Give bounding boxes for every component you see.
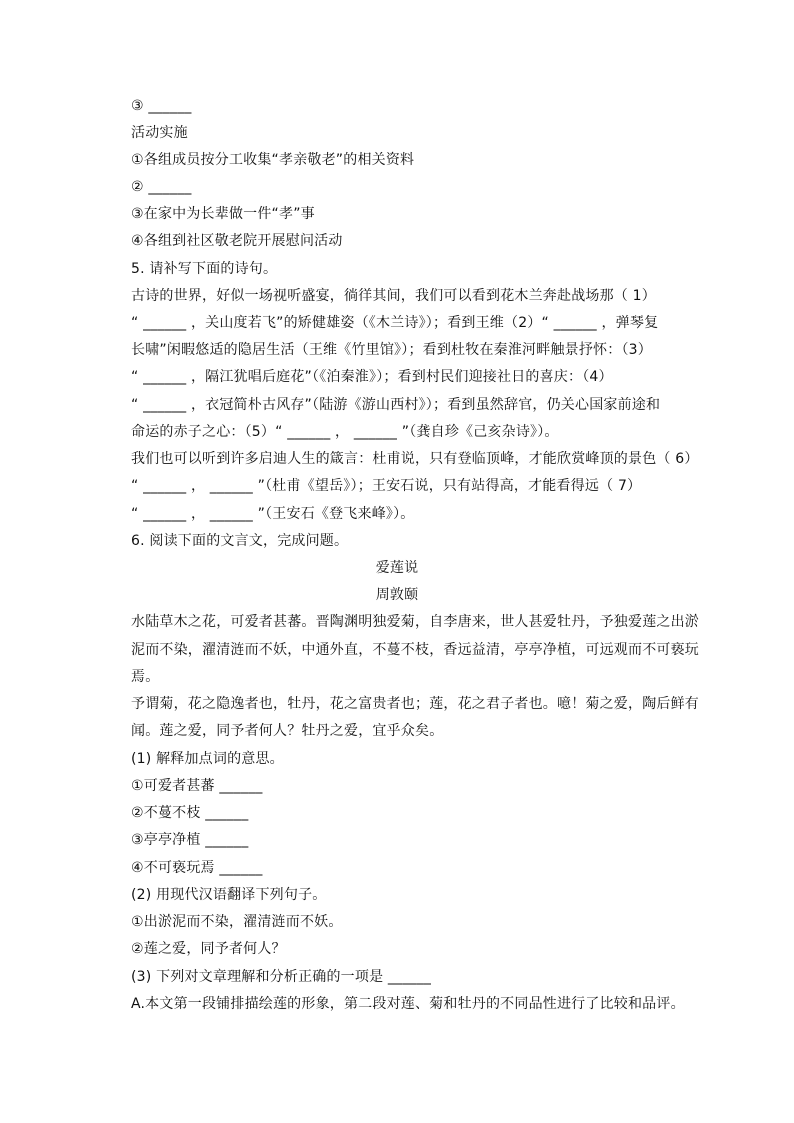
sub-question: (1) 解释加点词的意思。 bbox=[131, 751, 284, 767]
answer-line: ② ______ bbox=[131, 179, 192, 195]
passage-line: 泥而不染，濯清涟而不妖，中通外直，不蔓不枝，香远益清，亭亭净植，可远观而不可亵玩 bbox=[131, 642, 699, 658]
passage-line: 焉。 bbox=[131, 669, 160, 685]
answer-line: ②不蔓不枝 ______ bbox=[131, 805, 249, 821]
answer-line: ③ ______ bbox=[131, 98, 192, 114]
paragraph-line: 长啸”闲暇悠适的隐居生活（王维《竹里馆》）；看到杜牧在秦淮河畔触景抒怀：（3） bbox=[131, 342, 652, 358]
question-title: 5. 请补写下面的诗句。 bbox=[131, 261, 278, 277]
activity-item: ①各组成员按分工收集“孝亲敬老”的相关资料 bbox=[131, 152, 415, 168]
paragraph-line: “ ______ ，衣冠简朴古风存”（陆游《游山西村》）；看到虽然辞官，仍关心国家前途和 bbox=[131, 397, 661, 413]
passage-line: 闻。莲之爱，同予者何人？牡丹之爱，宜乎众矣。 bbox=[131, 723, 444, 739]
sub-question: (2) 用现代汉语翻译下列句子。 bbox=[131, 887, 327, 903]
passage-line: 水陆草木之花，可爱者甚蕃。晋陶渊明独爱菊，自李唐来，世人甚爱牡丹，予独爱莲之出淤 bbox=[131, 614, 699, 630]
answer-line: ③亭亭净植 ______ bbox=[131, 832, 249, 848]
poem-author: 周敦颐 bbox=[375, 587, 419, 603]
sub-question: (3) 下列对文章理解和分析正确的一项是 ______ bbox=[131, 969, 432, 985]
answer-line: ①可爱者甚蕃 ______ bbox=[131, 778, 263, 794]
activity-item: ④各组到社区敬老院开展慰问活动 bbox=[131, 233, 343, 249]
passage-line: 予谓菊，花之隐逸者也，牡丹，花之富贵者也；莲，花之君子者也。噫！菊之爱，陶后鲜有 bbox=[131, 696, 699, 712]
paragraph-line: 古诗的世界，好似一场视听盛宴，徜徉其间，我们可以看到花木兰奔赴战场那（ 1） bbox=[131, 288, 656, 304]
translation-item: ①出淤泥而不染，濯清涟而不妖。 bbox=[131, 914, 343, 930]
option-line: A.本文第一段铺排描绘莲的形象，第二段对莲、菊和牡丹的不同品性进行了比较和品评。 bbox=[131, 996, 685, 1012]
activity-item: ③在家中为长辈做一件“孝”事 bbox=[131, 206, 315, 222]
section-heading: 活动实施 bbox=[131, 125, 188, 141]
paragraph-line: 我们也可以听到许多启迪人生的箴言：杜甫说，只有登临顶峰，才能欣赏峰顶的景色（ 6） bbox=[131, 451, 699, 467]
paragraph-line: “ ______ ，关山度若飞”的矫健雄姿（《木兰诗》）；看到王维（2）“ ______ ，弹琴复 bbox=[131, 315, 659, 331]
answer-line: ④不可亵玩焉 ______ bbox=[131, 860, 263, 876]
paragraph-line: “ ______ ， ______ ”（杜甫《望岳》）；王安石说，只有站得高，才能看得远（ 7） bbox=[131, 478, 642, 494]
translation-item: ②莲之爱，同予者何人？ bbox=[131, 941, 286, 957]
poem-title: 爱莲说 bbox=[375, 560, 419, 576]
paragraph-line: 命运的赤子之心：（5）“ ______ ， ______ ”（龚自珍《己亥杂诗》）。 bbox=[131, 424, 559, 440]
paragraph-line: “ ______ ， ______ ”（王安石《登飞来峰》）。 bbox=[131, 506, 415, 522]
paragraph-line: “ ______ ，隔江犹唱后庭花”（《泊秦淮》）；看到村民们迎接社日的喜庆：（4） bbox=[131, 369, 613, 385]
question-title: 6. 阅读下面的文言文，完成问题。 bbox=[131, 533, 349, 549]
